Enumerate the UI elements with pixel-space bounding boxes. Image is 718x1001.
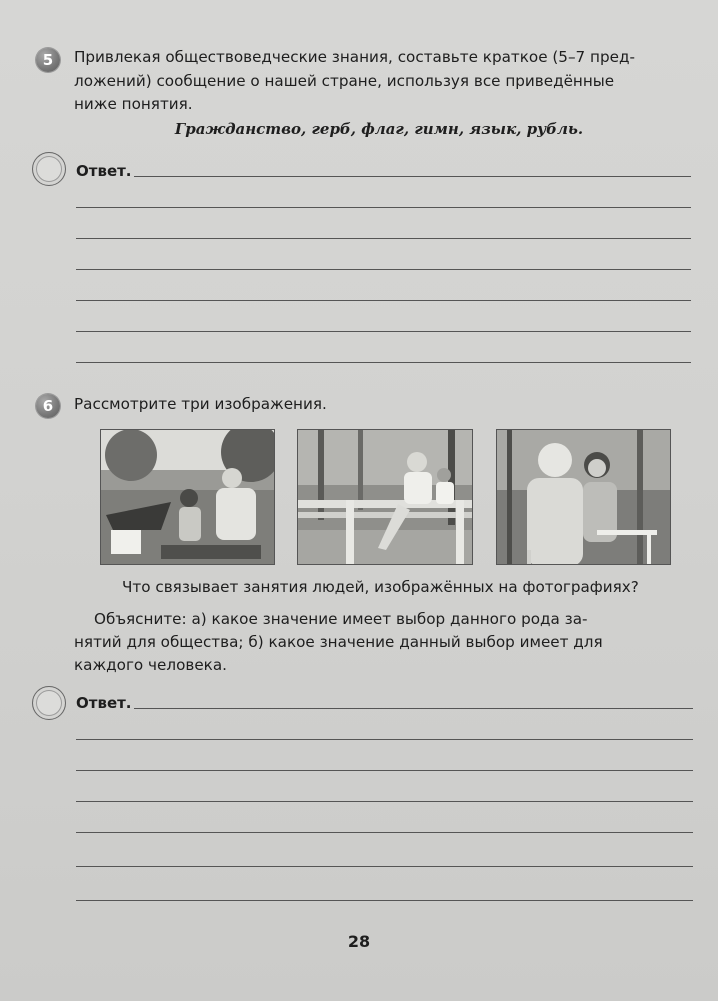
photo-gardening bbox=[100, 429, 275, 565]
task-6-answer-line[interactable] bbox=[134, 708, 693, 709]
task-5-answer-label: Ответ. bbox=[76, 162, 132, 180]
task-5-answer-line[interactable] bbox=[134, 176, 691, 177]
task-6-answer-line[interactable] bbox=[76, 832, 693, 833]
task-6-answer-line[interactable] bbox=[76, 770, 693, 771]
task-6-question: Что связывает занятия людей, изображённых на фотографиях? bbox=[122, 578, 639, 596]
task-5-prompt-line-1: Привлекая обществоведческие знания, составьте краткое (5–7 пред- bbox=[74, 48, 635, 66]
task-6-answer-line[interactable] bbox=[76, 866, 693, 867]
task-5-answer-line[interactable] bbox=[76, 207, 691, 208]
task-5-prompt-line-2: ложений) сообщение о нашей стране, используя все приведённые bbox=[74, 72, 615, 90]
photo-park-bench bbox=[297, 429, 473, 565]
task-6-explain-line-1: Объясните: а) какое значение имеет выбор данного рода за- bbox=[94, 610, 588, 628]
task-5-answer-line[interactable] bbox=[76, 269, 691, 270]
task-5-answer-line[interactable] bbox=[76, 362, 691, 363]
task-6-explain-line-3: каждого человека. bbox=[74, 656, 227, 674]
task-5-terms: Гражданство, герб, флаг, гимн, язык, рубль. bbox=[174, 120, 584, 138]
task-6-explain-line-2: нятий для общества; б) какое значение данный выбор имеет для bbox=[74, 633, 603, 651]
task-6-answer-label: Ответ. bbox=[76, 694, 132, 712]
task-5-number-badge: 5 bbox=[36, 48, 60, 72]
photo-elderly-care bbox=[496, 429, 671, 565]
task-6-answer-line[interactable] bbox=[76, 801, 693, 802]
task-6-answer-line[interactable] bbox=[76, 900, 693, 901]
task-6-answer-line[interactable] bbox=[76, 739, 693, 740]
task-6-score-circle bbox=[32, 686, 66, 720]
task-5-prompt-line-3: ниже понятия. bbox=[74, 95, 193, 113]
task-6-number-badge: 6 bbox=[36, 394, 60, 418]
task-5-score-circle bbox=[32, 152, 66, 186]
task-5-answer-line[interactable] bbox=[76, 238, 691, 239]
task-6-intro: Рассмотрите три изображения. bbox=[74, 395, 327, 413]
page-number: 28 bbox=[347, 932, 371, 951]
task-5-answer-line[interactable] bbox=[76, 300, 691, 301]
task-5-answer-line[interactable] bbox=[76, 331, 691, 332]
